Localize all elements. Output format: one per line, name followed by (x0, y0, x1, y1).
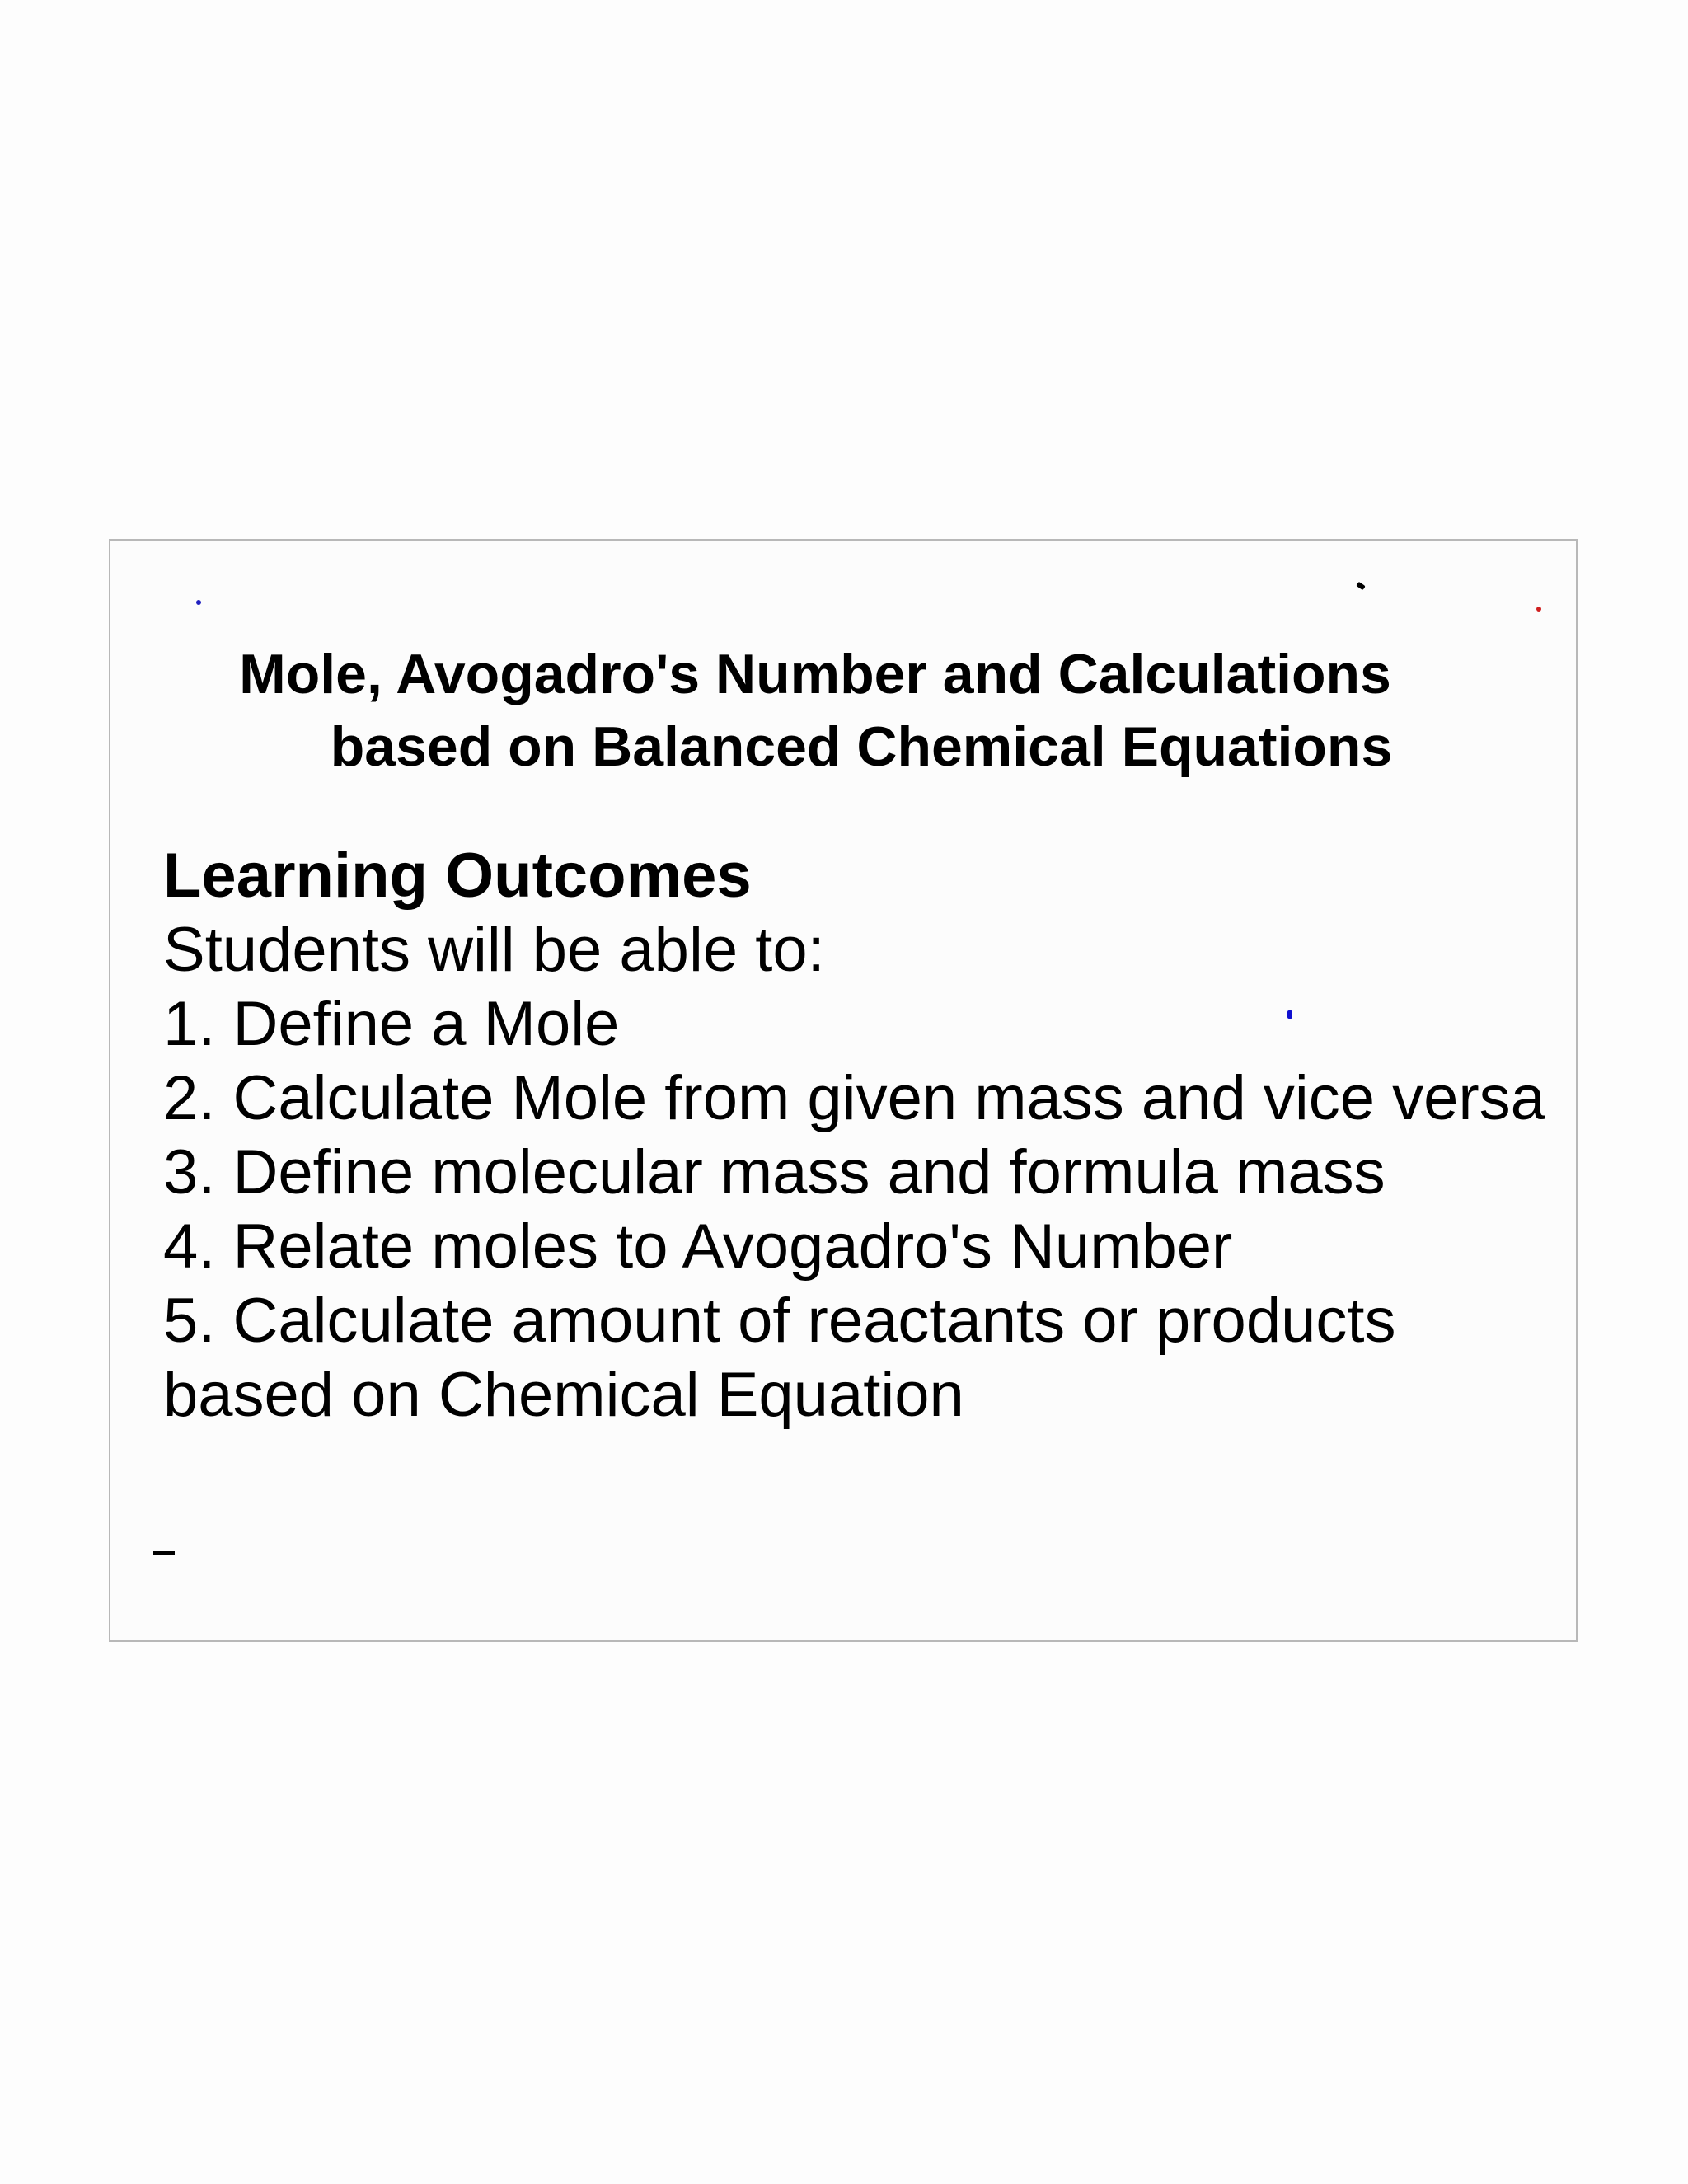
learning-outcomes-list (163, 913, 1573, 1432)
outcome-item: 1. Define a Mole (163, 989, 620, 1059)
learning-outcomes-heading: Learning Outcomes (163, 841, 752, 911)
dash-mark (153, 1551, 175, 1555)
slide-frame (109, 539, 1578, 1642)
slide-title-line-1: Mole, Avogadro's Number and Calculations (239, 643, 1391, 705)
blue-speck (196, 600, 201, 605)
intro-text: Students will be able to: (163, 915, 825, 985)
outcome-item-continuation: based on Chemical Equation (163, 1360, 964, 1430)
outcome-item: 3. Define molecular mass and formula mass (163, 1137, 1386, 1207)
slide-title (110, 638, 1579, 783)
red-speck (1536, 607, 1541, 612)
outcome-item: 2. Calculate Mole from given mass and vice versa (163, 1063, 1545, 1133)
slide-title-line-2: based on Balanced Chemical Equations (330, 715, 1393, 778)
outcome-item: 5. Calculate amount of reactants or products (163, 1286, 1396, 1356)
black-speck (1356, 582, 1366, 591)
outcome-item: 4. Relate moles to Avogadro's Number (163, 1212, 1233, 1282)
